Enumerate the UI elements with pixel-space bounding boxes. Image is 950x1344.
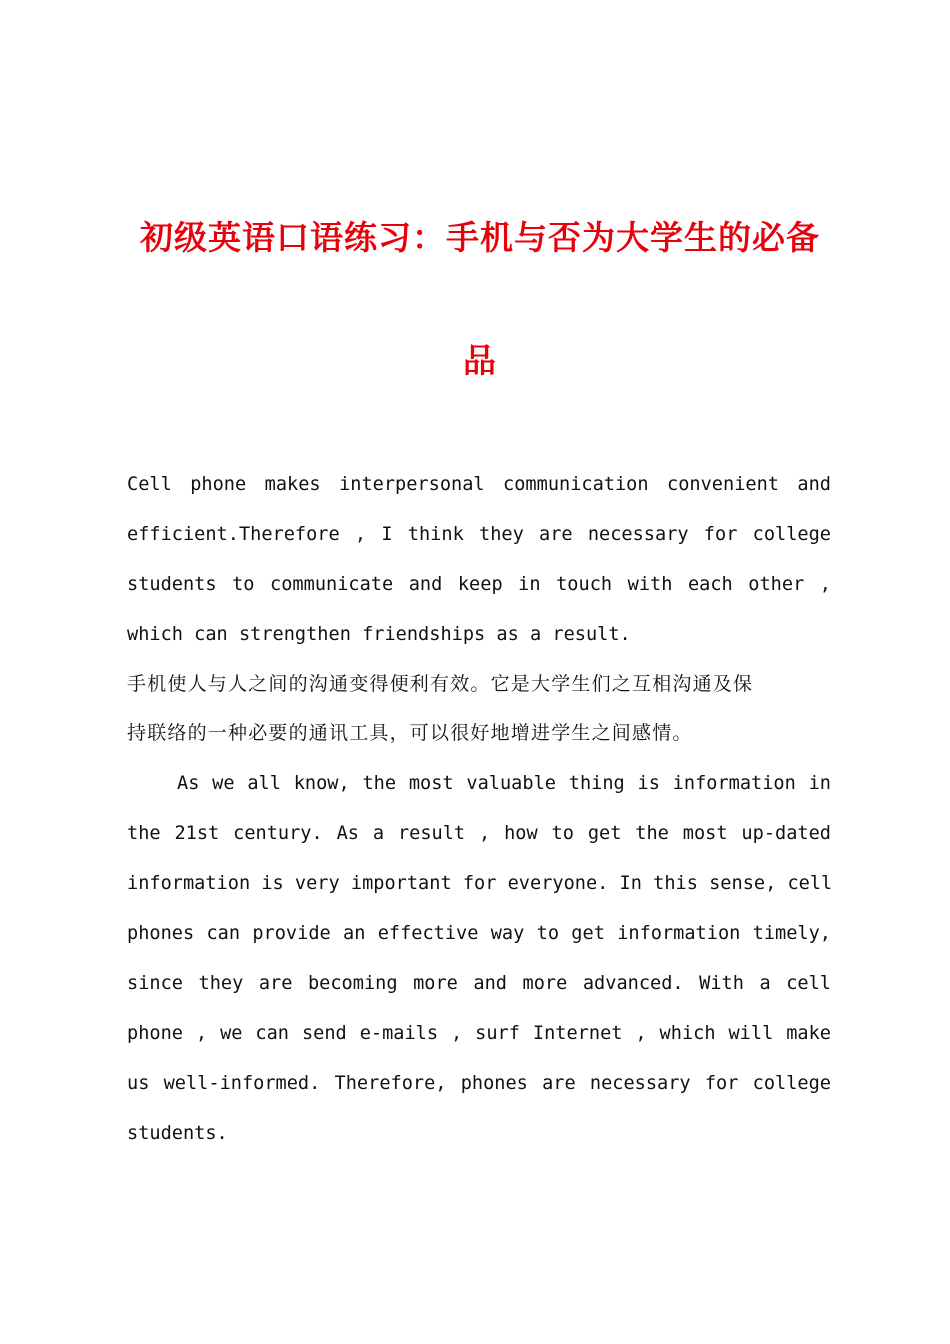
paragraph-line: us well-informed. Therefore, phones are necessary for college bbox=[127, 1072, 831, 1094]
paragraph-line: students to communicate and keep in touch with each other , bbox=[127, 573, 831, 595]
paragraph-line: the 21st century. As a result , how to get the most up-dated bbox=[127, 823, 831, 845]
paragraph-line: phones can provide an effective way to get information timely, bbox=[127, 923, 831, 945]
chinese-translation-paragraph bbox=[127, 660, 831, 760]
page-title-line-2: 品 bbox=[463, 341, 497, 380]
paragraph-line: information is very important for everyone. In this sense, cell bbox=[127, 873, 833, 895]
paragraph-line: 手机使人与人之间的沟通变得便利有效。它是大学生们之互相沟通及保 bbox=[127, 672, 754, 695]
paragraph-line: Cell phone makes interpersonal communication convenient and bbox=[127, 474, 831, 495]
page-title-line-1: 初级英语口语练习：手机与否为大学生的必备 bbox=[140, 218, 820, 257]
paragraph-line: phone , we can send e-mails , surf Internet , which will make bbox=[127, 1022, 831, 1044]
paragraph-line: As we all know, the most valuable thing is information in bbox=[177, 773, 831, 795]
article-body bbox=[127, 460, 831, 1158]
english-paragraph-1 bbox=[127, 460, 831, 660]
paragraph-line: 持联络的一种必要的通讯工具，可以很好地增进学生之间感情。 bbox=[127, 722, 693, 745]
english-paragraph-2 bbox=[127, 759, 831, 1158]
paragraph-line: students. bbox=[127, 1122, 228, 1144]
paragraph-line: which can strengthen friendships as a result. bbox=[127, 623, 631, 645]
paragraph-line: efficient.Therefore , I think they are necessary for college bbox=[127, 523, 831, 545]
paragraph-line: since they are becoming more and more advanced. With a cell bbox=[127, 972, 831, 994]
